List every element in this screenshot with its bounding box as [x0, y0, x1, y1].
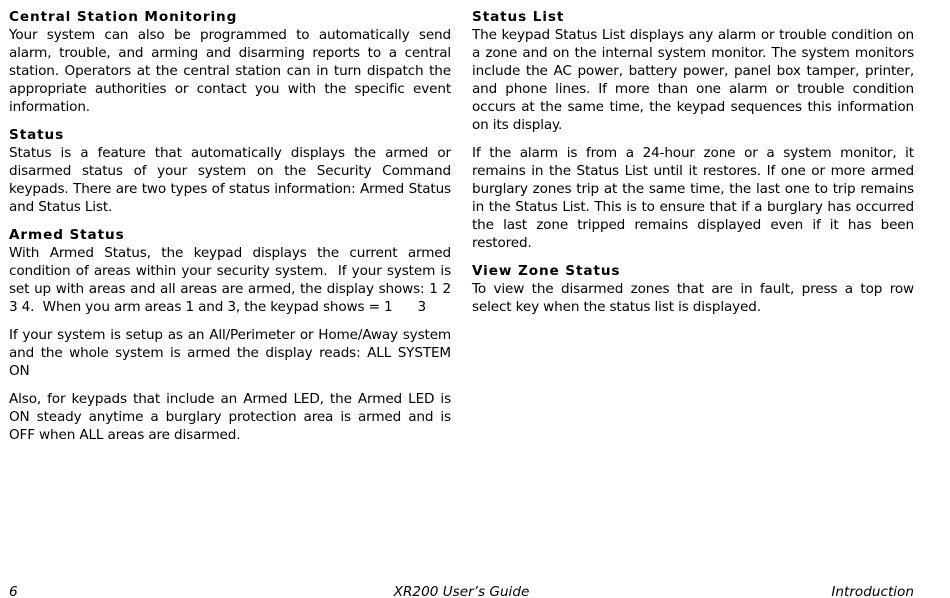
- armed-status-body-1: With Armed Status, the keypad displays the current armed condition of areas within your security system. If your system is set up with areas and all areas are armed, the display shows: 1 2 3 4. When you arm areas 1 and 3, the keypad shows = 1 3: [9, 245, 456, 315]
- armed-status-body-3: Also, for keypads that include an Armed LED, the Armed LED is ON steady anytime a burglary protection area is armed and is OFF when ALL areas are disarmed.: [9, 391, 451, 443]
- left-column: [9, 8, 456, 454]
- status-list-heading: Status List: [472, 9, 565, 25]
- armed-status-body-2: If your system is setup as an All/Perimeter or Home/Away system and the whole system is armed the display reads: ALL SYSTEM ON: [9, 327, 451, 379]
- status-list-body-2: If the alarm is from a 24-hour zone or a system monitor, it remains in the Status List until it restores. If one or more armed burglary zones trip at the same time, the last one to trip remains in the Status List. This is to ensure that if a burglary has occurred the last zone tripped remains displayed even if it has been restored.: [472, 145, 914, 251]
- page-number: 6: [9, 584, 18, 598]
- section-name: Introduction: [831, 584, 914, 598]
- guide-title: XR200 User’s Guide: [393, 584, 530, 598]
- right-column: [472, 8, 914, 326]
- armed-status-heading: Armed Status: [9, 227, 125, 243]
- status-heading: Status: [9, 127, 65, 143]
- central-station-body: Your system can also be programmed to automatically send alarm, trouble, and arming and disarming reports to a central station. Operators at the central station can in turn dispatch the appropriate authorities or contact you with the specific event information.: [9, 27, 451, 115]
- central-station-heading: Central Station Monitoring: [9, 9, 238, 25]
- view-zone-status-heading: View Zone Status: [472, 263, 621, 279]
- page-footer: [9, 583, 914, 598]
- view-zone-status-body: To view the disarmed zones that are in fault, press a top row select key when the status list is displayed.: [472, 281, 914, 315]
- status-list-body-1: The keypad Status List displays any alarm or trouble condition on a zone and on the internal system monitor. The system monitors include the AC power, battery power, panel box tamper, printer, and phone lines. If more than one alarm or trouble condition occurs at the same time, the keypad sequences this information on its display.: [472, 27, 914, 133]
- status-body: Status is a feature that automatically displays the armed or disarmed status of your system on the Security Command keypads. There are two types of status information: Armed Status and Status List.: [9, 145, 451, 215]
